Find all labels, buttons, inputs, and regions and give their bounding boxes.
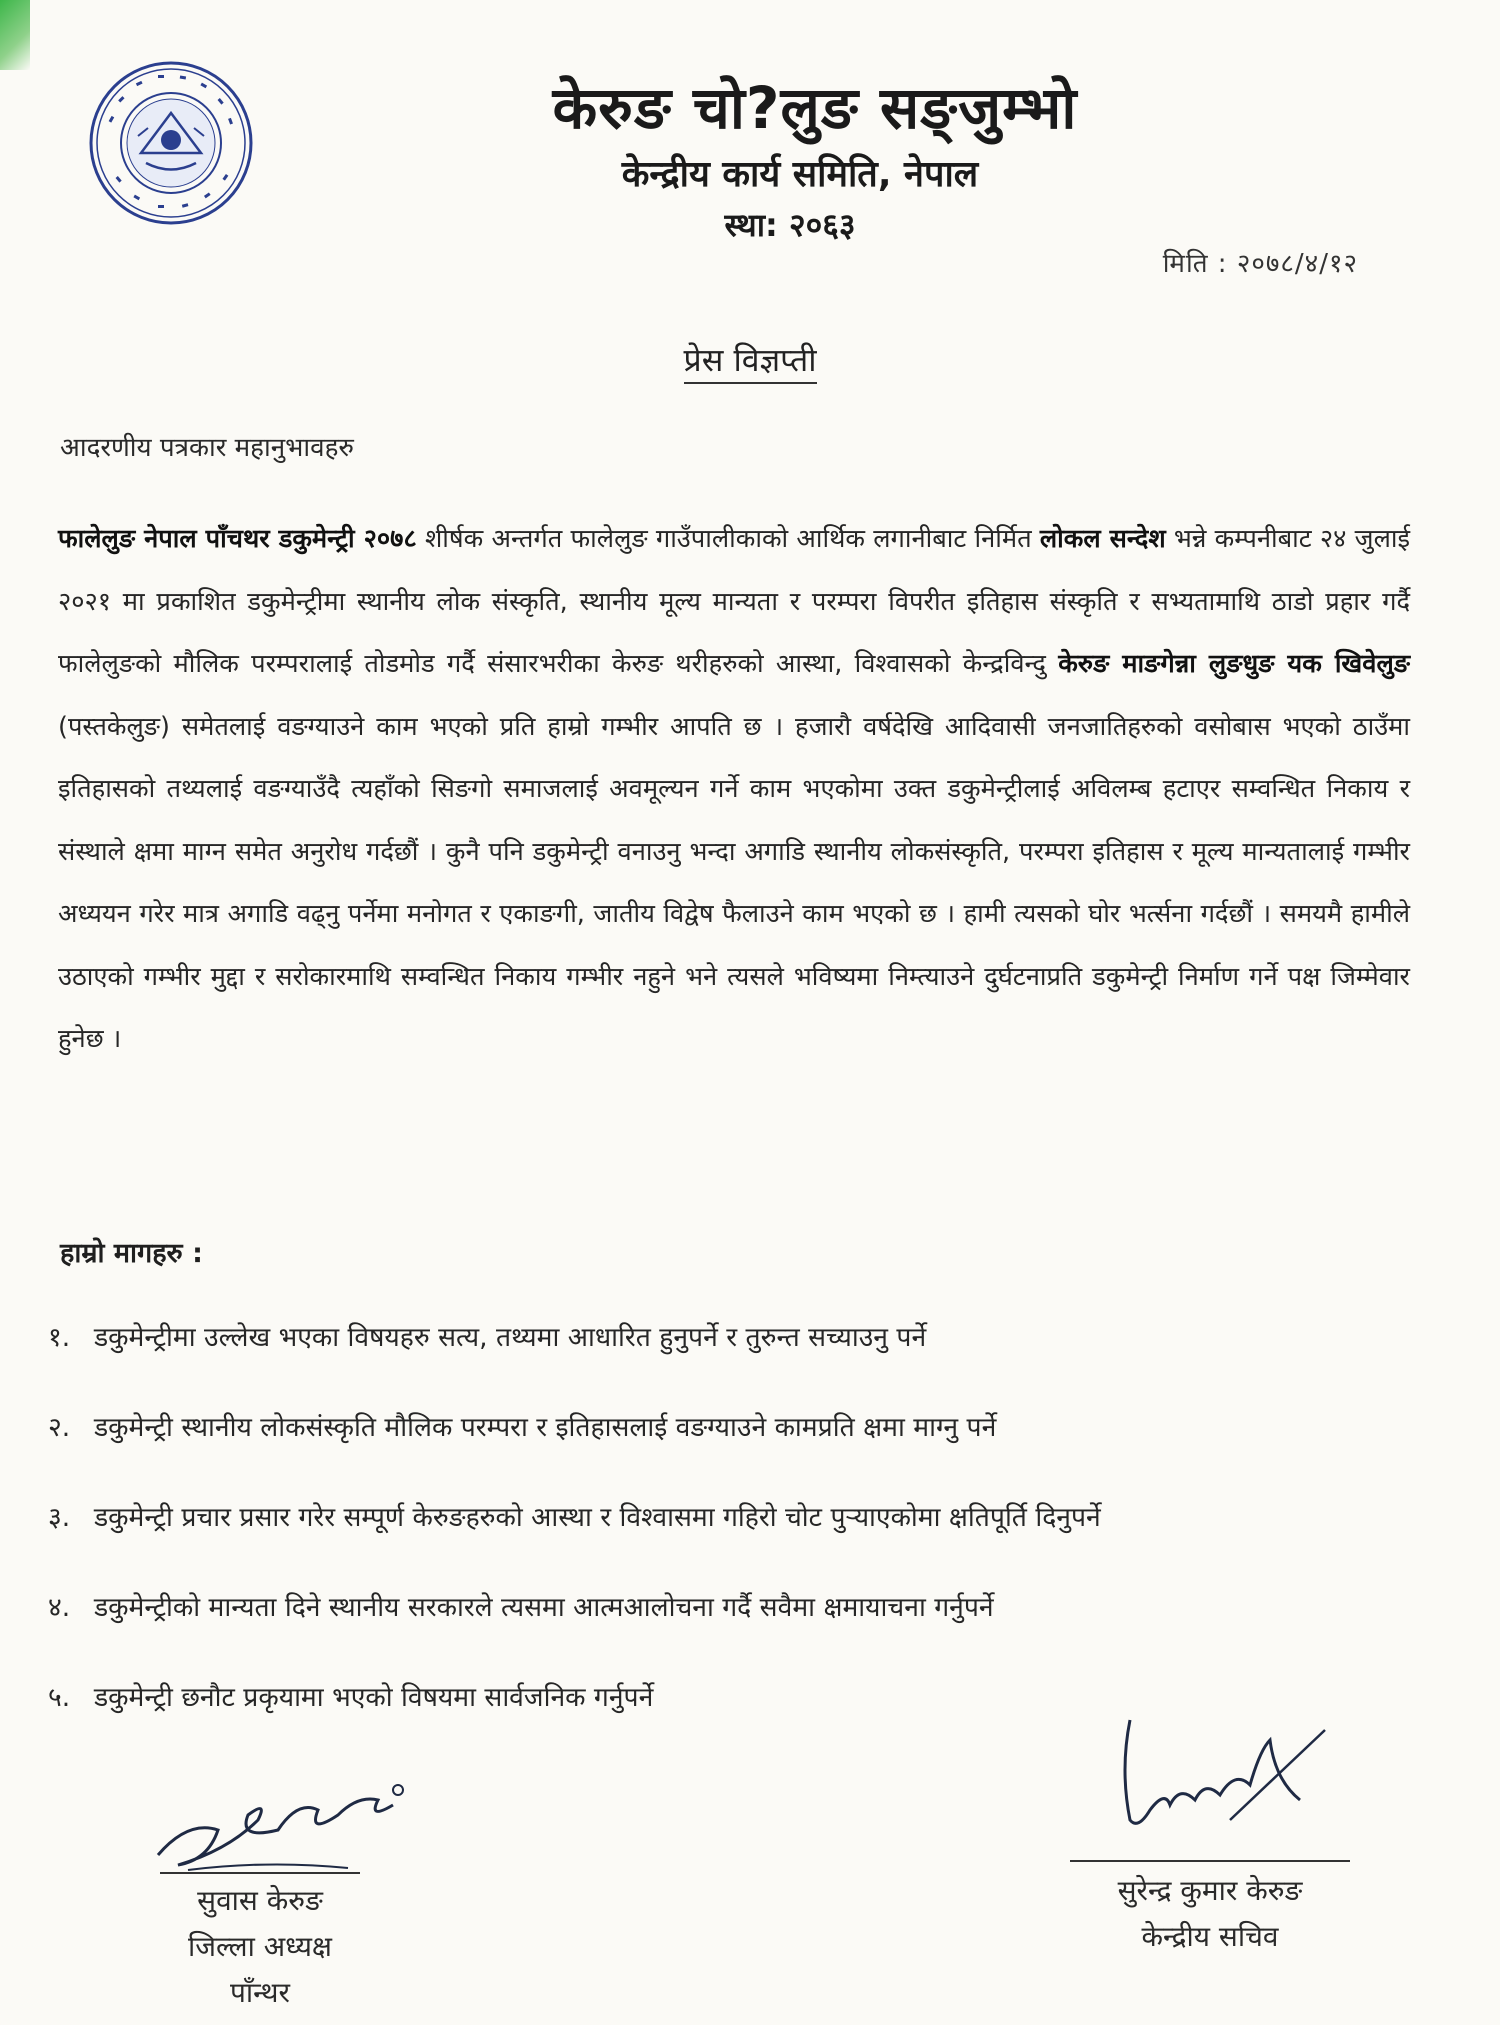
body-bold-sacred-place: केरुङ माङगेन्ना लुङधुङ यक खिवेलुङ: [1058, 649, 1410, 679]
right-signatory: [1060, 1868, 1360, 1960]
left-signatory: [120, 1878, 400, 2016]
demand-number: १.: [48, 1322, 71, 1353]
organization-name: केरुङ चो?लुङ सङ्जुम्भो: [552, 74, 1078, 142]
body-bold-documentary: फालेलुङ नेपाल पाँचथर डकुमेन्ट्री २०७८: [58, 524, 417, 554]
demands-heading: हाम्रो मागहरु :: [60, 1238, 203, 1269]
right-signature-line: [1070, 1860, 1350, 1862]
demand-item: [48, 1588, 1428, 1624]
body-text-2: भन्ने कम्पनीबाट २४ जुलाई २०२१ मा प्रकाशित डकुमेन्ट्रीमा स्थानीय लोक संस्कृति, स्थानीय मूल्य मान्यता र परम्परा विपरीत इतिहास संस्कृति र सभ्यतामाथि ठाडो प्रहार गर्दै फालेलुङको मौलिक परम्परालाई तोडमोड गर्दै संसारभरीका केरुङ थरीहरुको आस्था, विश्वासको केन्द्रविन्दु: [58, 524, 1410, 679]
release-date: मिति : २०७८/४/१२: [1162, 249, 1358, 279]
left-signatory-title: जिल्ला अध्यक्ष: [187, 1930, 333, 1963]
demand-text: डकुमेन्ट्रीको मान्यता दिने स्थानीय सरकारले त्यसमा आत्मआलोचना गर्दै सवैमा क्षमायाचना गर्नुपर्ने: [94, 1592, 994, 1623]
left-signatory-name: सुवास केरुङ: [197, 1884, 323, 1917]
left-signatory-place: पाँन्थर: [230, 1976, 290, 2009]
demand-text: डकुमेन्ट्री स्थानीय लोकसंस्कृति मौलिक परम्परा र इतिहासलाई वङग्याउने कामप्रति क्षमा माग्नु पर्ने: [94, 1412, 997, 1443]
body-text-3: (पस्तकेलुङ) समेतलाई वङग्याउने काम भएको प्रति हाम्रो गम्भीर आपति छ । हजारौ वर्षदेखि आदिवासी जनजातिहरुको वसोबास भएको ठाउँमा इतिहासको तथ्यलाई वङग्याउँदै त्यहाँको सिङगो समाजलाई अवमूल्यन गर्ने काम भएकोमा उक्त डकुमेन्ट्रीलाई अविलम्ब हटाएर सम्वन्धित निकाय र संस्थाले क्षमा माग्न समेत अनुरोध गर्दछौं । कुनै पनि डकुमेन्ट्री वनाउनु भन्दा अगाडि स्थानीय लोकसंस्कृति, परम्परा इतिहास र मूल्य मान्यतालाई गम्भीर अध्ययन गरेर मात्र अगाडि वढ्नु पर्नेमा मनोगत र एकाङगी, जातीय विद्वेष फैलाउने काम भएको छ । हामी त्यसको घोर भर्त्सना गर्दछौं । समयमै हामीले उठाएको गम्भीर मुद्दा र सरोकारमाथि सम्वन्धित निकाय गम्भीर नहुने भने त्यसले भविष्यमा निम्त्याउने दुर्घटनाप्रति डकुमेन्ट्री निर्माण गर्ने पक्ष जिम्मेवार हुनेछ ।: [58, 711, 1410, 1054]
left-signature-line: [160, 1872, 360, 1874]
body-text-1: शीर्षक अन्तर्गत फालेलुङ गाउँपालीकाको आर्थिक लगानीबाट निर्मित: [416, 524, 1040, 554]
demand-number: ५.: [48, 1682, 71, 1713]
demand-number: ३.: [48, 1502, 71, 1533]
demand-number: ४.: [48, 1592, 71, 1623]
committee-name: केन्द्रीय कार्य समिति, नेपाल: [621, 154, 979, 195]
demand-text: डकुमेन्ट्रीमा उल्लेख भएका विषयहरु सत्य, तथ्यमा आधारित हुनुपर्ने र तुरुन्त सच्याउनु पर्ने: [94, 1322, 927, 1353]
press-release-heading: [0, 338, 1500, 381]
demand-item: [48, 1318, 1428, 1354]
demand-item: [48, 1678, 1428, 1714]
established-year: स्था: २०६३: [724, 206, 856, 244]
left-signature: [148, 1760, 408, 1880]
demand-text: डकुमेन्ट्री प्रचार प्रसार गरेर सम्पूर्ण केरुङहरुको आस्था र विश्वासमा गहिरो चोट पुऱ्याएकोमा क्षतिपूर्ति दिनुपर्ने: [94, 1502, 1101, 1533]
heading-text: प्रेस विज्ञप्ती: [684, 341, 817, 384]
salutation: आदरणीय पत्रकार महानुभावहरु: [60, 433, 354, 463]
demand-item: [48, 1498, 1428, 1534]
right-signatory-title: केन्द्रीय सचिव: [1141, 1920, 1279, 1953]
demand-number: २.: [48, 1412, 71, 1443]
right-signatory-name: सुरेन्द्र कुमार केरुङ: [1117, 1874, 1303, 1907]
body-paragraph: [58, 508, 1410, 1071]
body-bold-company: लोकल सन्देश: [1039, 524, 1166, 554]
demand-text: डकुमेन्ट्री छनौट प्रकृयामा भएको विषयमा सार्वजनिक गर्नुपर्ने: [94, 1682, 654, 1713]
right-signature: [1110, 1710, 1340, 1850]
demand-item: [48, 1408, 1428, 1444]
green-corner-decoration: [0, 0, 30, 70]
